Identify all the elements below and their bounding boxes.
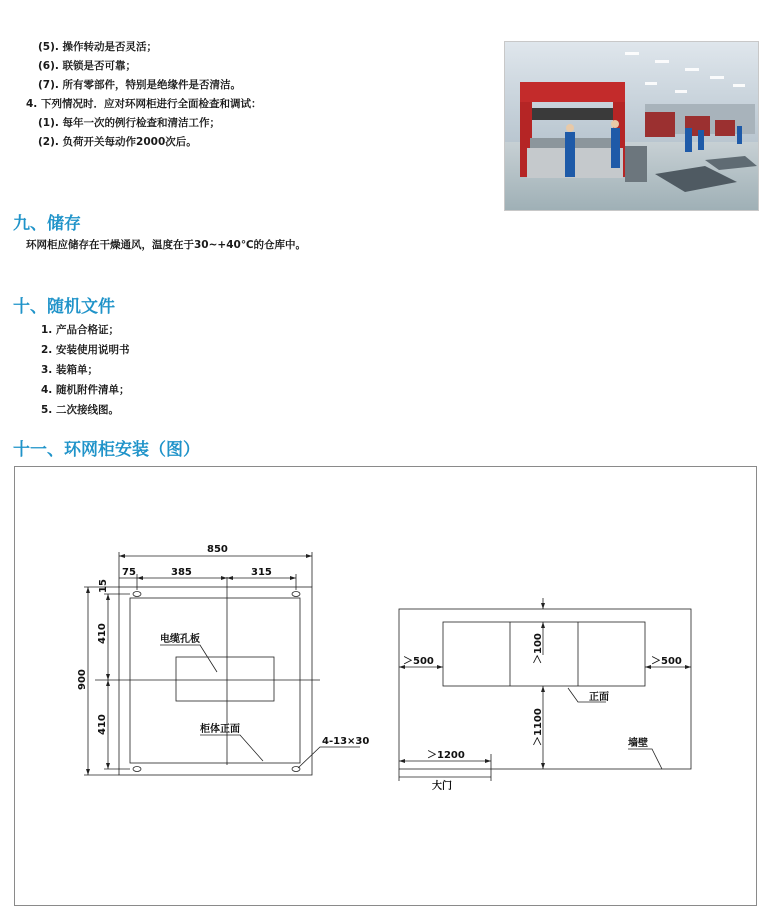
maintenance-item-6: (6). 联锁是否可靠； (38, 60, 137, 72)
maintenance-item-5: (5). 操作转动是否灵活； (38, 41, 158, 53)
label-cabinet-front: 柜体正面 (200, 724, 240, 735)
dim-back: ＞100 (533, 633, 544, 664)
maintenance-subitem-2: (2). 负荷开关每动作2000次后。 (38, 136, 197, 148)
cable-plate (176, 657, 274, 701)
document-item-1: 1. 产品合格证； (41, 324, 119, 336)
dim-410-bottom: 410 (97, 714, 108, 735)
dim-75: 75 (122, 567, 136, 578)
dim-height-900: 900 (77, 669, 88, 690)
document-item-5: 5. 二次接线图。 (41, 404, 119, 416)
document-item-3: 3. 装箱单； (41, 364, 98, 376)
label-cable-plate: 电缆孔板 (160, 634, 200, 645)
dim-front: ＞1100 (533, 708, 544, 746)
cable-plate-leader (160, 645, 217, 672)
maintenance-item-7: (7). 所有零部件，特别是绝缘件是否清洁。 (38, 79, 242, 91)
dim-door: ＞1200 (427, 750, 465, 761)
maintenance-subitem-1: (1). 每年一次的例行检查和清洁工作； (38, 117, 221, 129)
documents-heading: 十、随机文件 (13, 297, 115, 317)
cabinet-row (443, 622, 645, 686)
installation-heading: 十一、环网柜安装（图） (13, 440, 200, 460)
label-mounting-holes: 4-13×30 (322, 736, 370, 747)
dim-side-left: ＞500 (403, 656, 434, 667)
document-item-2: 2. 安装使用说明书 (41, 344, 130, 356)
cabinet-base-outline (119, 587, 312, 775)
dim-315: 315 (251, 567, 272, 578)
maintenance-item-4: 4. 下列情况时．应对环网柜进行全面检查和调试： (26, 98, 262, 110)
mounting-hole (133, 592, 141, 597)
label-room-front: 正面 (589, 692, 609, 703)
mounting-hole (292, 592, 300, 597)
dim-width-850: 850 (207, 544, 228, 555)
dim-15: 15 (98, 579, 109, 593)
front-leader (200, 735, 263, 761)
dim-side-right: ＞500 (651, 656, 682, 667)
dim-385: 385 (171, 567, 192, 578)
cabinet-inner-outline (130, 598, 300, 763)
label-door: 大门 (432, 781, 452, 792)
storage-text: 环网柜应储存在干燥通风，温度在于30~+40℃的仓库中。 (26, 239, 307, 251)
storage-heading: 九、储存 (13, 214, 81, 234)
holes-leader (298, 747, 360, 768)
dim-410-top: 410 (97, 623, 108, 644)
mounting-hole (133, 767, 141, 772)
wall-leader (628, 749, 662, 769)
document-item-4: 4. 随机附件清单； (41, 384, 130, 396)
label-wall: 墙壁 (628, 738, 648, 749)
